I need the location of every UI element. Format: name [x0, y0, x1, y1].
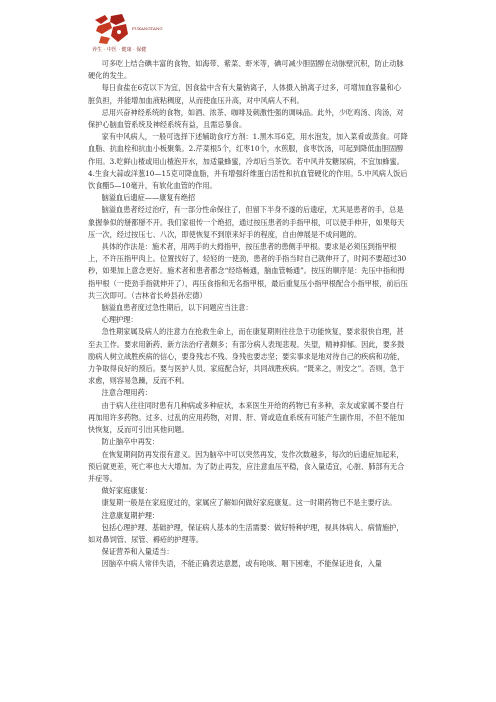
paragraph: 急性期家属及病人的注意力在抢救生命上，而在康复期则往往急于功能恢复，要求很快自理，甚至去工作。要求用新药、新方法治疗者颇多；有部分病人表现悲观、失望，精神抑郁。因此，要多鼓励病人树立战胜疾病的信心，要身残志不残、身残也要志坚；要实事求是地对待自己的疾病和功能，力争取得良好的预后。要与医护人员、家庭配合好，共同战胜疾病。“既来之，则安之”。否则，急于求愈，则容易急躁，反而不利。 [88, 327, 405, 386]
paragraph: 由于病人往往同时患有几种病或多种症状，本来医生开给的药物已有多种，亲友或家属不要自行再加用许多药物。过多、过乱的应用药物，对胃、肝、肾或造血系统有可能产生副作用，不但不能加快恢复，反而可引出其他问题。 [88, 400, 405, 435]
paragraph: 脑溢血患者度过急性期后，以下问题应当注意： [101, 303, 253, 313]
logo-tagline: 养生 · 中医 · 健康 · 保健 [92, 47, 147, 53]
paragraph: 因脑卒中病人常伴失语，不能正确表达意愿，或有呛咳、咽下困难，不能保证进食，入量 [101, 559, 382, 569]
section-heading: 脑溢血后遗症——康复有绝招 [101, 193, 196, 203]
paragraph: 在恢复期间防再发很有意义。因为脑卒中可以突然再发，发作次数越多，每次的后遗症加起来，预后就更差，死亡率也大大增加。为了防止再发，应注意血压平稳，食入量适宜，心脏、肺部有无合并症等。 [88, 449, 405, 483]
article-body [88, 58, 408, 571]
paragraph: 脑溢血患者经过治疗，有一部分性命保住了，但留下半身不遂的后遗症，尤其是患者的手，总是象握拳似的掰都掰不开。我们家祖传一个绝招，通过按压患者的手指甲根，可以使手伸开，如果每天压一次，经过按压七、八次，即使恢复不到原来好手的程度，自由伸展是不成问题的。 [88, 205, 405, 239]
paragraph: 包括心理护理、基础护理，保证病人基本的生活需要：做好特种护理，视具体病人、病情施护，如对鼻饲管、尿管、褥疮的护理等。 [88, 522, 404, 544]
subheading: 做好家庭康复： [101, 486, 152, 496]
subheading: 注意康复期护理： [101, 510, 160, 520]
subheading: 保证营养和入量适当： [101, 547, 174, 557]
subheading: 防止脑卒中再发： [101, 437, 160, 447]
paragraph: 忌用兴奋神经系统的食物，如酒、浓茶、咖啡及刺激性强的调味品。此外，少吃鸡汤、肉汤，对保护心脑血管系统及神经系统有益，且需忌暴食。 [88, 107, 404, 130]
paragraph: 可多吃上结合碘丰富的食物，如海带、紫菜、虾米等，碘可减少胆固醇在动脉壁沉积，防止动脉硬化的发生。 [88, 59, 404, 81]
logo-mark-icon [92, 12, 130, 46]
paragraph: 家有中风病人，一般可选择下述辅助食疗方剂：1.黑木耳6克，用水泡发，加入菜肴或蒸食。可降血脂、抗血栓和抗血小板聚集。2.芹菜根5个，红枣10个，水煎服，食枣饮汤，可起到降低血胆固醇作用。3.吃鲜山楂或用山楂泡开水，加适量蜂蜜，冷却后当茶饮。若中风并发糖尿病，不宜加蜂蜜。4.生食大蒜或洋葱10—15克可降血脂，并有增强纤维蛋白活性和抗血管硬化的作用。5.中风病人饭后饮食醋5—10毫升，有软化血管的作用。 [88, 132, 408, 191]
paragraph: 每日食盐在6克以下为宜，因食盐中含有大量钠离子，人体摄入钠离子过多，可增加血容量和心脏负担，并能增加血液粘稠度，从而使血压升高，对中风病人不利。 [88, 83, 401, 105]
subheading: 注意合理用药： [101, 388, 152, 398]
paragraph: 康复期一般是在家庭度过的，家属应了解如何做好家庭康复。这一时期药物已不是主要疗法。 [101, 498, 397, 508]
subheading: 心理护理： [101, 315, 138, 325]
paragraph: 具体的作法是：施术者，用两手的大拇指甲，按压患者的患侧手甲根。要求是必须压到指甲根上，不许压指甲肉上。位置找好了，轻轻的一使劲，患者的手指当时自己就伸开了，时间不要超过30秒，如果加上意念更好。施术者和患者都念“经络畅通，脑血管畅通”。按压的顺序是：先压中指和拇指甲根（一使劲手指就伸开了），再压食指和无名指甲根，最后重复压小指甲根配合小指甲根，前后压共三次即可。（吉林省长岭县孙宏德） [88, 242, 408, 300]
logo [92, 12, 164, 56]
logo-subtitle: FUKANGTANG [132, 26, 163, 31]
